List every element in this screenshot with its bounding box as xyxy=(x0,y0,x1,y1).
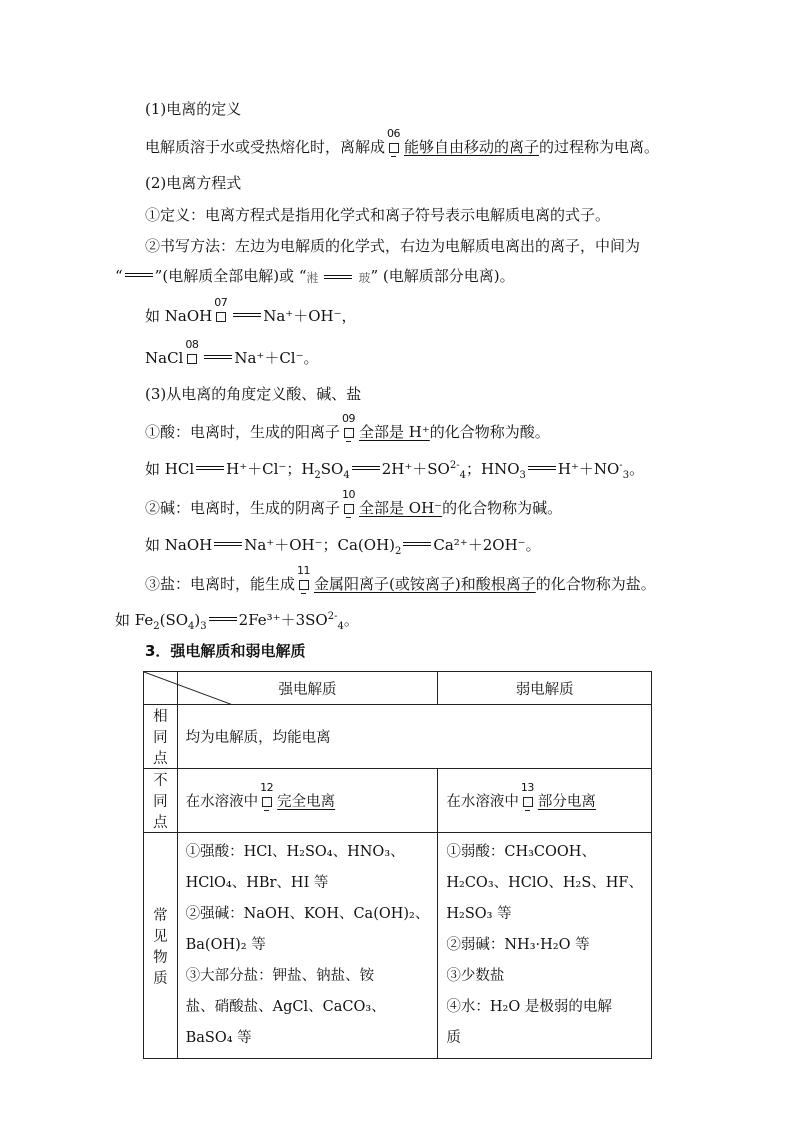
blank-marker-08: 08 xyxy=(185,347,200,367)
blank-marker-11: 11 xyxy=(297,573,312,593)
weak-line: ③少数盐 xyxy=(446,968,505,984)
answer-free-ions: 能够自由移动的离子 xyxy=(404,138,540,156)
table-row-same xyxy=(144,705,652,769)
example-naoh: 如 NaOH 07 Na⁺＋OH⁻， xyxy=(145,296,357,325)
table-row-common xyxy=(144,833,652,1059)
base-definition: ②碱：电离时，生成的阴离子 10 全部是 OH⁻的化合物称为碱。 xyxy=(145,488,563,517)
example-nacl: NaCl 08 Na⁺＋Cl⁻。 xyxy=(145,338,319,367)
equation-definition: ①定义：电离方程式是指用化学式和离子符号表示电解质电离的式子。 xyxy=(145,206,611,224)
weak-examples-cell xyxy=(438,833,652,1059)
weak-line: 质 xyxy=(446,1030,461,1046)
strong-line: HClO₄、HBr、HI 等 xyxy=(185,875,329,891)
weak-line: ④水：H₂O 是极弱的电解 xyxy=(446,999,612,1015)
equals-sign xyxy=(233,313,261,317)
weak-line: ①弱酸：CH₃COOH、 xyxy=(446,844,596,860)
blank-marker-10: 10 xyxy=(342,497,357,517)
partial-ionization-sign: 溎 玻 xyxy=(306,271,371,285)
table-header-row xyxy=(144,672,652,705)
strong-examples-cell xyxy=(177,833,438,1059)
writing-method: ②书写方法：左边为电解质的化学式，右边为电解质电离出的离子，中间为 xyxy=(145,237,641,255)
salt-example: 如 $Fe_2(SO_4)_3$ $2Fe^{3+}+3SO^{2-}_4$。 xyxy=(115,611,359,632)
equals-sign xyxy=(204,355,232,359)
strong-line: BaSO₄ 等 xyxy=(185,1030,252,1046)
blank-marker-07: 07 xyxy=(214,305,229,325)
row-label-same: 相同点 xyxy=(144,705,178,769)
writing-method-cont: “ ”(电解质全部电解)或 “ 溎 玻 ” (电解质部分电离)。 xyxy=(115,267,515,285)
blank-marker-12: 12 xyxy=(260,790,275,810)
strong-line: 盐、硝酸盐、AgCl、CaCO₃、 xyxy=(185,999,386,1015)
answer-complete-ionization: 完全电离 xyxy=(277,794,336,810)
answer-metal-cation-acid-anion: 金属阳离子(或铵离子)和酸根离子 xyxy=(314,575,536,593)
diff-strong-cell: 在水溶液中 12 完全电离 xyxy=(177,769,438,833)
section3-heading: (3)从电离的角度定义酸、碱、盐 xyxy=(145,385,362,403)
section2-heading: (2)电离方程式 xyxy=(145,174,242,192)
strong-line: Ba(OH)₂ 等 xyxy=(185,937,266,953)
row-label-common: 常见物质 xyxy=(144,833,178,1059)
definition-text: 电解质溶于水或受热熔化时，离解成 xyxy=(145,138,386,156)
base-examples: 如 NaOH Na⁺＋OH⁻；$Ca(OH)_2$ Ca²⁺＋2OH⁻。 xyxy=(145,536,541,557)
header-strong: 强电解质 xyxy=(177,672,438,705)
blank-marker-09: 09 xyxy=(342,421,357,441)
answer-all-h: 全部是 H⁺ xyxy=(359,423,430,441)
acid-examples: 如 HCl H⁺＋Cl⁻；$H_2SO_4$ $2H^++SO^{2-}_4$；$HNO_3$ $H^++NO^-_3$。 xyxy=(145,460,645,481)
section1-heading: (1)电离的定义 xyxy=(145,100,242,118)
strong-line: ①强酸：HCl、H₂SO₄、HNO₃、 xyxy=(185,844,405,860)
ionization-definition xyxy=(145,127,660,157)
weak-line: H₂CO₃、HClO、H₂S、HF、 xyxy=(446,875,643,891)
blank-marker-13: 13 xyxy=(521,790,536,810)
blank-marker-06: 06 xyxy=(387,136,402,156)
acid-definition: ①酸：电离时，生成的阳离子 09 全部是 H⁺的化合物称为酸。 xyxy=(145,412,550,441)
electrolyte-comparison-table xyxy=(143,671,652,1059)
weak-line: H₂SO₃ 等 xyxy=(446,906,512,922)
definition-text-end: 的过程称为电离。 xyxy=(539,138,660,156)
row-label-diff: 不同点 xyxy=(144,769,178,833)
answer-all-oh: 全部是 OH⁻ xyxy=(359,499,443,517)
strong-line: ②强碱：NaOH、KOH、Ca(OH)₂、 xyxy=(185,906,430,922)
table-row-diff xyxy=(144,769,652,833)
diagonal-header-cell xyxy=(144,672,178,705)
strong-line: ③大部分盐：钾盐、钠盐、铵 xyxy=(185,968,375,984)
salt-definition: ③盐：电离时，能生成 11 金属阳离子(或铵离子)和酸根离子的化合物称为盐。 xyxy=(145,564,656,593)
full-ionization-sign xyxy=(125,273,153,277)
same-cell: 均为电解质，均能电离 xyxy=(177,705,651,769)
strong-weak-heading: 3．强电解质和弱电解质 xyxy=(145,642,306,660)
diff-weak-cell: 在水溶液中 13 部分电离 xyxy=(438,769,652,833)
diagonal-line xyxy=(144,672,233,705)
header-weak: 弱电解质 xyxy=(438,672,652,705)
answer-partial-ionization: 部分电离 xyxy=(537,794,596,810)
weak-line: ②弱碱：NH₃·H₂O 等 xyxy=(446,937,590,953)
